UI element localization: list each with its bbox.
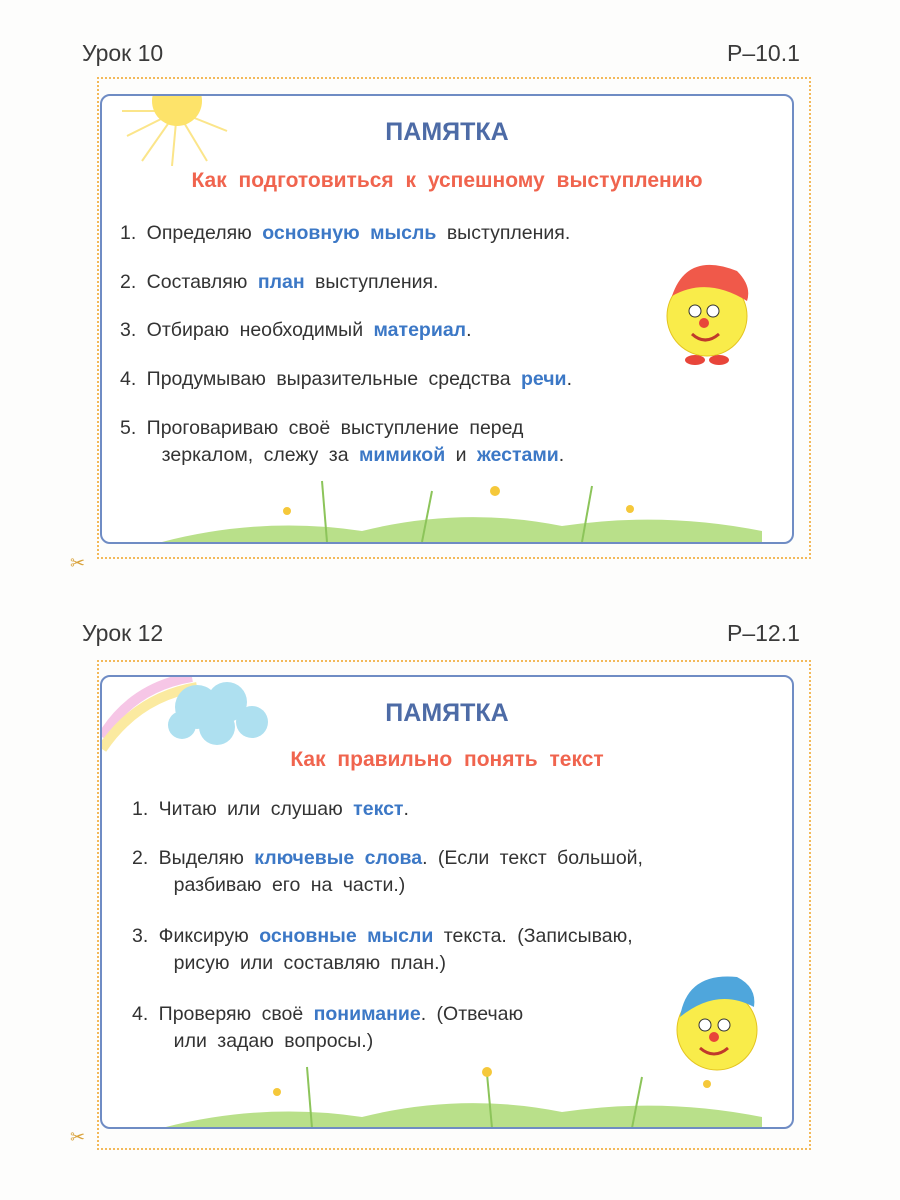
indent — [132, 874, 174, 896]
keyword-highlight: основные мысли — [259, 925, 434, 947]
item-text: выступления. — [436, 222, 571, 244]
item-text: и — [445, 444, 477, 466]
grass-decoration — [162, 476, 762, 542]
memo-list-item — [132, 1001, 523, 1055]
keyword-highlight: ключевые слова — [254, 847, 423, 869]
memo-card-2 — [100, 675, 794, 1129]
memo-title: ПАМЯТКА — [385, 118, 509, 146]
keyword-highlight: жестами — [476, 444, 559, 466]
scissors-icon: ✂ — [70, 553, 86, 573]
memo-subtitle: Как подготовиться к успешному выступлению — [191, 169, 703, 192]
item-text: . — [403, 798, 409, 820]
keyword-highlight: речи — [520, 368, 567, 390]
lesson-label: Урок 12 — [82, 620, 164, 646]
memo-list-item — [120, 269, 438, 296]
item-text: разбиваю его на части.) — [173, 874, 406, 896]
item-text: . — [558, 444, 565, 466]
item-text: 3. Фиксирую — [132, 925, 260, 947]
card-code: Р–12.1 — [727, 620, 800, 646]
item-text: текста. (Записываю, — [433, 925, 633, 947]
memo-list-item — [120, 317, 471, 344]
lesson-label: Урок 10 — [82, 40, 164, 66]
memo-list-item — [120, 415, 564, 469]
item-text: 4. Продумываю выразительные средства — [120, 368, 521, 390]
item-text: 2. Составляю — [120, 271, 258, 293]
card-code: Р–10.1 — [727, 40, 800, 66]
item-text: выступления. — [304, 271, 439, 293]
indent — [132, 1030, 174, 1052]
item-text: . — [566, 368, 572, 390]
keyword-highlight: понимание — [313, 1003, 421, 1025]
grass-decoration — [162, 1062, 762, 1128]
keyword-highlight: материал — [373, 319, 467, 341]
item-text: зеркалом, слежу за — [161, 444, 359, 466]
item-text: 2. Выделяю — [132, 847, 255, 869]
memo-title: ПАМЯТКА — [385, 699, 509, 727]
scissors-icon: ✂ — [70, 1127, 86, 1147]
item-text: 1. Определяю — [120, 222, 263, 244]
keyword-highlight: текст — [353, 798, 404, 820]
indent — [132, 952, 174, 974]
indent — [120, 444, 162, 466]
memo-list-item — [132, 845, 643, 899]
item-text: . — [466, 319, 472, 341]
item-text: 3. Отбираю необходимый — [120, 319, 374, 341]
keyword-highlight: мимикой — [358, 444, 446, 466]
memo-list-item — [132, 796, 409, 823]
memo-list-item — [132, 923, 633, 977]
item-text: 4. Проверяю своё — [132, 1003, 314, 1025]
memo-list-item — [120, 366, 572, 393]
smiling-sun-character-icon — [657, 246, 767, 376]
item-text: . (Если текст большой, — [422, 847, 643, 869]
item-text: 5. Проговариваю своё выступление перед — [120, 417, 524, 439]
memo-subtitle: Как правильно понять текст — [290, 748, 604, 771]
item-text: . (Отвечаю — [420, 1003, 524, 1025]
memo-card-1 — [100, 94, 794, 544]
item-text: или задаю вопросы.) — [173, 1030, 374, 1052]
keyword-highlight: план — [257, 271, 305, 293]
memo-list-item — [120, 220, 570, 247]
item-text: рисую или составляю план.) — [173, 952, 447, 974]
keyword-highlight: основную мысль — [262, 222, 437, 244]
item-text: 1. Читаю или слушаю — [132, 798, 354, 820]
